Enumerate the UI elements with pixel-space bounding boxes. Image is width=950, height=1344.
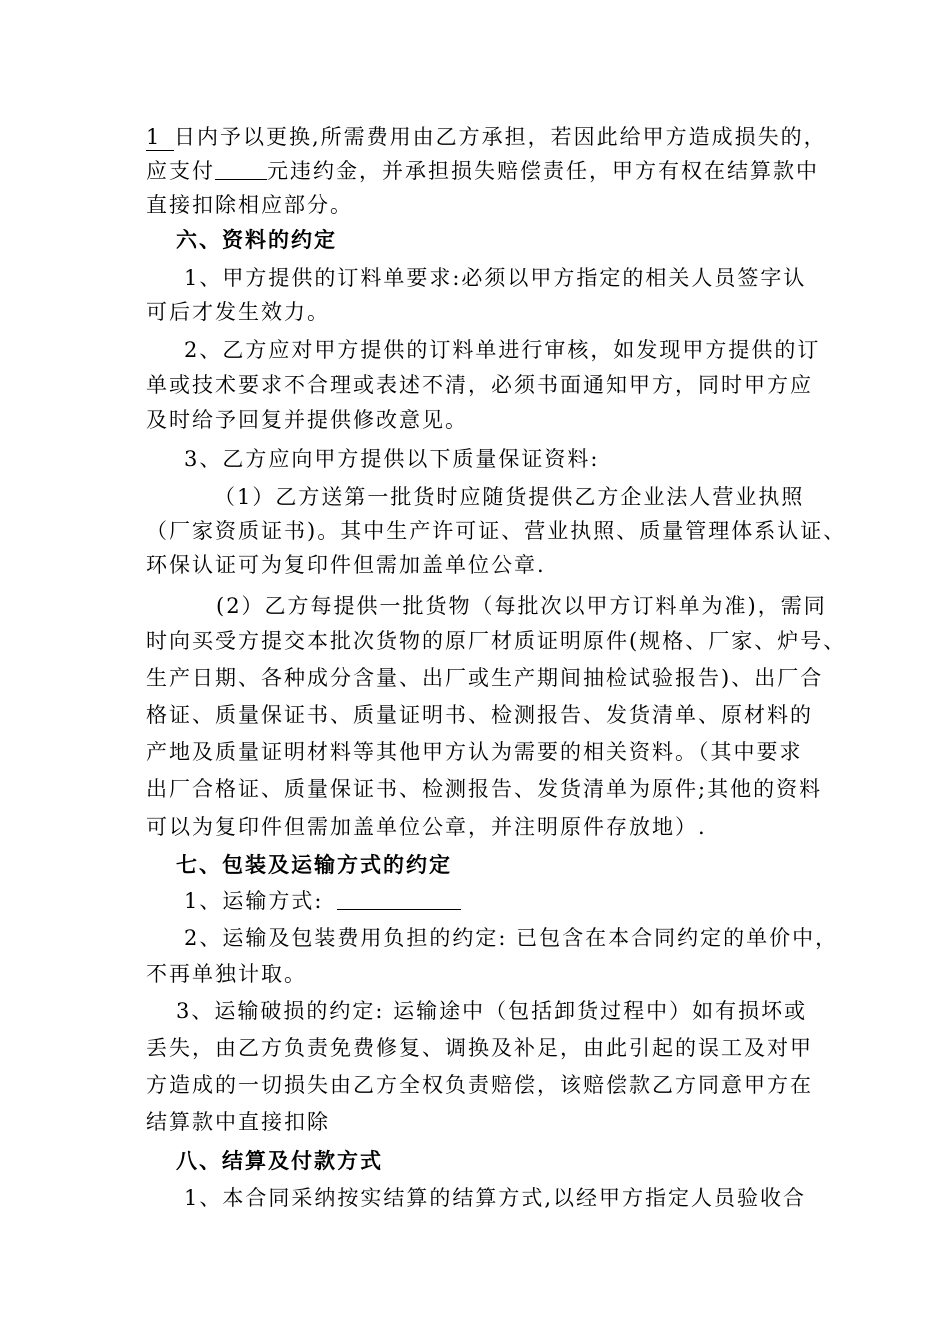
s8-item1-line1: 1、本合同采纳按实结算的结算方式,以经甲方指定人员验收合 [184,1186,807,1210]
section-8-heading: 八、结算及付款方式 [176,1148,383,1173]
s7-item3-line3: 方造成的一切损失由乙方全权负责赔偿，该赔偿款乙方同意甲方在 [146,1073,813,1097]
intro-text-2b: 元违约金，并承担损失赔偿责任，甲方有权在结算款中 [267,159,819,183]
days-number-field: 1 [146,124,174,151]
intro-line-1 [146,124,827,151]
s6-item3b-line3: 生产日期、各种成分含量、出厂或生产期间抽检试验报告)、出厂合 [146,666,824,690]
section-6-heading: 六、资料的约定 [176,227,337,252]
s7-item3-line1: 3、运输破损的约定: 运输途中（包括卸货过程中）如有损坏或 [176,999,808,1023]
s7-item3-line4: 结算款中直接扣除 [146,1110,330,1134]
s6-item3b-line2: 时向买受方提交本批次货物的原厂材质证明原件(规格、厂家、炉号、 [146,629,847,653]
s6-item2-line3: 及时给予回复并提供修改意见。 [146,408,468,432]
s6-item2-line1: 2、乙方应对甲方提供的订料单进行审核，如发现甲方提供的订 [184,338,821,362]
s6-item3b-line7: 可以为复印件但需加盖单位公章，并注明原件存放地）. [146,815,707,839]
transport-method-label: 1、运输方式: [184,889,324,913]
s6-item3b-line6: 出厂合格证、质量保证书、检测报告、发货清单为原件;其他的资料 [146,777,823,801]
s7-item2-line2: 不再单独计取。 [146,962,307,986]
s7-item2-line1: 2、运输及包装费用负担的约定: 已包含在本合同约定的单价中， [184,926,839,950]
transport-method-blank [337,889,461,910]
s6-item3b-line5: 产地及质量证明材料等其他甲方认为需要的相关资料。（其中要求 [146,740,803,764]
s7-item3-line2: 丢失，由乙方负责免费修复、调换及补足，由此引起的误工及对甲 [146,1036,813,1060]
s6-item3: 3、乙方应向甲方提供以下质量保证资料: [184,447,600,471]
s6-item3a-line2: （厂家资质证书)。其中生产许可证、营业执照、质量管理体系认证、 [146,519,847,543]
s7-item1-line [184,888,461,914]
s6-item2-line2: 单或技术要求不合理或表述不清，必须书面通知甲方，同时甲方应 [146,373,813,397]
penalty-amount-blank [215,159,267,180]
s6-item1-line2: 可后才发生效力。 [146,300,330,324]
intro-text-2a: 应支付 [146,159,215,183]
s6-item3b-line1: (2）乙方每提供一批货物（每批次以甲方订料单为准)，需同 [216,594,827,618]
s6-item1-line1: 1、甲方提供的订料单要求:必须以甲方指定的相关人员签字认 [184,266,807,290]
intro-text-1: 日内予以更换,所需费用由乙方承担，若因此给甲方造成损失的， [174,125,827,149]
s6-item3b-line4: 格证、质量保证书、质量证明书、检测报告、发货清单、原材料的 [146,703,813,727]
intro-line-2 [146,158,819,184]
s6-item3a-line1: （1）乙方送第一批货时应随货提供乙方企业法人营业执照 [214,485,805,509]
s6-item3a-line3: 环保认证可为复印件但需加盖单位公章. [146,553,546,577]
intro-line-3: 直接扣除相应部分。 [146,193,353,217]
section-7-heading: 七、包装及运输方式的约定 [176,852,452,877]
